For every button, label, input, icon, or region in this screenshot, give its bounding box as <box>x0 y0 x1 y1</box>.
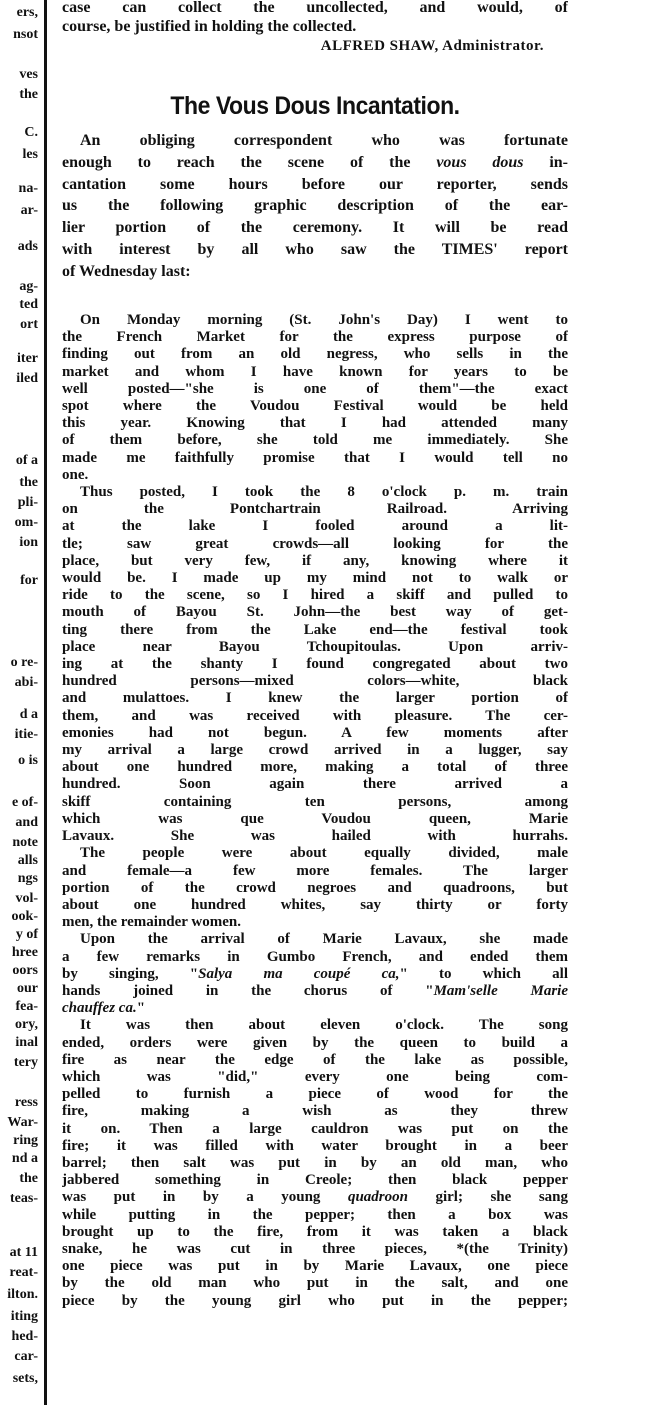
left-column-fragment: ion <box>19 535 38 550</box>
story-line <box>62 622 568 639</box>
left-column-fragment: om- <box>14 515 38 530</box>
story-line <box>62 398 568 415</box>
text-run: brought up to the fire, from it was taken a black <box>62 1223 568 1240</box>
text-run: fire, making a wish as they threw <box>62 1103 568 1120</box>
left-column-fragment: the <box>19 1171 38 1186</box>
story-line <box>62 1155 568 1172</box>
italic-text-run: quadroon <box>347 1189 408 1206</box>
text-run: cantation some hours before our reporter, sends <box>62 175 568 193</box>
intro-line <box>62 239 568 261</box>
italic-text-run: Salya ma coupé ca, <box>198 965 400 982</box>
text-run: pelled to furnish a piece of wood for the <box>62 1086 568 1103</box>
text-run: Thus posted, I took the 8 o'clock p. m. train <box>80 484 568 501</box>
text-run: ride to the scene, so I hired a skiff and pulled to <box>62 587 568 604</box>
text-run: and mulattoes. I knew the larger portion of <box>62 690 568 707</box>
story-line <box>62 1069 568 1086</box>
left-column-fragment: fea- <box>15 999 38 1014</box>
text-run: piece by the young girl who put in the pepper; <box>62 1292 568 1309</box>
left-column-fragment: C. <box>24 125 38 140</box>
text-run: emonies had not begun. A few moments after <box>62 724 568 741</box>
story-line <box>62 880 568 897</box>
left-column-fragment: and <box>15 815 38 830</box>
previous-article-line: course, be justified in holding the collected. <box>62 18 357 35</box>
story-line <box>62 312 568 329</box>
story-line <box>62 1189 568 1206</box>
text-run: and female—a few more females. The larger <box>62 862 568 879</box>
left-column-fragment: o re- <box>10 655 38 670</box>
text-run: mouth of Bayou St. John—the best way of get- <box>62 604 568 621</box>
left-column-fragment: y of <box>15 927 38 942</box>
left-column-fragment: ress <box>14 1095 38 1110</box>
story-line <box>62 536 568 553</box>
left-column-fragment: iting <box>10 1309 38 1324</box>
text-run: The people were about equally divided, male <box>80 845 568 862</box>
story-line <box>62 639 568 656</box>
story-line <box>62 949 568 966</box>
text-run: us the following graphic description of the ear- <box>62 197 568 215</box>
left-column-fragment: at 11 <box>9 1245 38 1260</box>
story-line <box>62 931 568 948</box>
text-run: one piece was put in by Marie Lavaux, one piece <box>62 1258 568 1275</box>
text-run: It was then about eleven o'clock. The song <box>80 1017 568 1034</box>
text-run: place near Bayou Tchoupitoulas. Upon arriv- <box>62 638 568 655</box>
intro-line <box>62 217 568 239</box>
story-line <box>62 346 568 363</box>
text-run: was put in by a young <box>62 1189 348 1206</box>
story-line <box>62 1121 568 1138</box>
clipped-left-column <box>0 0 40 1405</box>
left-column-fragment: our <box>17 981 38 996</box>
story-line <box>62 450 568 467</box>
article-intro <box>62 130 568 283</box>
story-line <box>62 1086 568 1103</box>
text-run: hundred. Soon again there arrived a <box>62 776 568 793</box>
left-column-fragment: for <box>20 573 38 588</box>
text-run: by singing, " <box>62 965 199 982</box>
story-line <box>62 1241 568 1258</box>
left-column-fragment: ook- <box>11 909 38 924</box>
story-line <box>62 708 568 725</box>
italic-text-run: chauffez ca. <box>62 1000 137 1017</box>
text-run: with interest by all who saw the TIMES' report <box>62 240 568 258</box>
story-line <box>62 415 568 432</box>
intro-line <box>62 261 568 283</box>
story-line <box>62 501 568 518</box>
text-run: well posted—"she is one of them"—the exact <box>62 380 568 397</box>
left-column-fragment: nsot <box>13 27 38 42</box>
left-column-fragment: ers, <box>16 5 38 20</box>
text-run: the French Market for the express purpose of <box>62 329 568 346</box>
left-column-fragment: War- <box>7 1115 38 1130</box>
previous-article-tail <box>62 0 568 36</box>
text-run: this year. Knowing that I had attended many <box>62 415 568 432</box>
story-line <box>62 1052 568 1069</box>
left-column-fragment: the <box>19 475 38 490</box>
left-column-fragment: reat- <box>9 1265 38 1280</box>
text-run: ended, orders were given by the queen to build a <box>62 1034 568 1051</box>
story-line <box>62 570 568 587</box>
left-column-fragment: ag- <box>19 279 38 294</box>
left-column-fragment: iled <box>16 371 38 386</box>
left-column-fragment: ads <box>17 239 38 254</box>
story-line <box>62 759 568 776</box>
left-column-fragment: ar- <box>20 203 38 218</box>
left-column-fragment: o is <box>18 753 38 768</box>
text-run: by the old man who put in the salt, and one <box>62 1275 568 1292</box>
text-run: enough to reach the scene of the <box>62 153 437 171</box>
story-line <box>62 1293 568 1310</box>
story-line <box>62 432 568 449</box>
text-run: them, and was received with pleasure. The cer- <box>62 707 568 724</box>
left-column-fragment: alls <box>17 853 38 868</box>
story-line <box>62 794 568 811</box>
article-title: The Vous Dous Incantation. <box>170 92 460 120</box>
story-line <box>62 364 568 381</box>
text-run: about one hundred whites, say thirty or forty <box>62 896 568 913</box>
text-run: in- <box>523 153 568 171</box>
text-run: " <box>136 1000 146 1017</box>
text-run: An obliging correspondent who was fortunate <box>80 132 568 149</box>
text-run: ting there from the Lake end—the festival took <box>62 621 568 638</box>
article-story <box>62 312 568 1310</box>
text-run: place, but very few, if any, knowing where it <box>62 552 568 569</box>
left-column-fragment: ilton. <box>7 1287 38 1302</box>
text-run: which was "did," every one being com- <box>62 1068 568 1085</box>
story-line <box>62 776 568 793</box>
text-run: fire; it was filled with water brought in a beer <box>62 1137 568 1154</box>
story-line <box>62 1000 568 1017</box>
story-line <box>62 518 568 535</box>
text-run: at the lake I fooled around a lit- <box>62 518 568 535</box>
left-column-fragment: ves <box>19 67 38 82</box>
story-line <box>62 742 568 759</box>
text-run: would be. I made up my mind not to walk or <box>62 570 568 587</box>
text-run: Upon the arrival of Marie Lavaux, she made <box>80 931 568 948</box>
text-run: ing at the shanty I found congregated about two <box>62 656 568 673</box>
left-column-fragment: pli- <box>17 495 38 510</box>
column-rule <box>44 0 47 1405</box>
story-line <box>62 467 568 484</box>
story-line <box>62 329 568 346</box>
text-run: men, the remainder women. <box>62 914 242 931</box>
left-column-fragment: e of- <box>11 795 38 810</box>
left-column-fragment: ted <box>19 297 38 312</box>
italic-text-run: Mam'selle Marie <box>433 982 568 999</box>
text-run: finding out from an old negress, who sells in the <box>62 346 568 363</box>
story-line <box>62 966 568 983</box>
story-line <box>62 604 568 621</box>
left-column-fragment: na- <box>18 181 38 196</box>
story-line <box>62 863 568 880</box>
text-run: market and whom I have known for years to be <box>62 363 568 380</box>
story-line <box>62 673 568 690</box>
text-run: while putting in the pepper; then a box was <box>62 1206 568 1223</box>
story-line <box>62 1138 568 1155</box>
story-line <box>62 690 568 707</box>
left-column-fragment: iter <box>17 351 38 366</box>
left-column-fragment: of a <box>15 453 38 468</box>
story-line <box>62 1275 568 1292</box>
story-line <box>62 845 568 862</box>
story-line <box>62 1224 568 1241</box>
text-run: of them before, she told me immediately. She <box>62 432 568 449</box>
story-line <box>62 553 568 570</box>
text-run: Lavaux. She was hailed with hurrahs. <box>62 828 568 845</box>
story-line <box>62 828 568 845</box>
left-column-fragment: itie- <box>14 727 38 742</box>
text-run: one. <box>62 466 89 483</box>
intro-line <box>62 174 568 196</box>
text-run: tle; saw great crowds—all looking for the <box>62 535 568 552</box>
intro-line <box>62 152 568 174</box>
left-column-fragment: abi- <box>14 675 38 690</box>
left-column-fragment: the <box>19 87 38 102</box>
story-line <box>62 1035 568 1052</box>
left-column-fragment: hed- <box>11 1329 38 1344</box>
left-column-fragment: nd a <box>11 1151 38 1166</box>
text-run: portion of the crowd negroes and quadroons, but <box>62 879 568 896</box>
text-run: barrel; then salt was put in by an old man, who <box>62 1154 568 1171</box>
story-line <box>62 725 568 742</box>
story-line <box>62 897 568 914</box>
story-line <box>62 484 568 501</box>
text-run: " to which all <box>399 965 568 982</box>
italic-text-run: vous dous <box>436 153 524 171</box>
text-run: fire as near the edge of the lake as possible, <box>62 1051 568 1068</box>
text-run: jabbered something in Creole; then black pepper <box>62 1172 568 1189</box>
story-line <box>62 1103 568 1120</box>
story-line <box>62 811 568 828</box>
text-run: on the Pontchartrain Railroad. Arriving <box>62 501 568 518</box>
story-line <box>62 983 568 1000</box>
left-column-fragment: note <box>12 835 38 850</box>
text-run: made me faithfully promise that I would tell no <box>62 449 568 466</box>
text-run: lier portion of the ceremony. It will be read <box>62 219 568 237</box>
left-column-fragment: car- <box>14 1349 38 1364</box>
text-run: hands joined in the chorus of " <box>62 982 434 999</box>
left-column-fragment: d a <box>19 707 38 722</box>
text-run: snake, he was cut in three pieces, *(the Trinity) <box>62 1240 568 1257</box>
text-run: a few remarks in Gumbo French, and ended them <box>62 948 568 965</box>
text-run: about one hundred more, making a total of three <box>62 759 568 776</box>
story-line <box>62 1258 568 1275</box>
text-run: On Monday morning (St. John's Day) I went to <box>80 312 568 328</box>
left-column-fragment: ngs <box>17 871 38 886</box>
story-line <box>62 381 568 398</box>
story-line <box>62 1207 568 1224</box>
left-column-fragment: teas- <box>10 1191 38 1206</box>
previous-article-line: case can collect the uncollected, and would, of <box>62 0 568 16</box>
text-run: it on. Then a large cauldron was put on the <box>62 1120 568 1137</box>
intro-line <box>62 130 568 152</box>
text-run: of Wednesday last: <box>62 262 191 280</box>
text-run: hundred persons—mixed colors—white, black <box>62 673 568 690</box>
left-column-fragment: les <box>22 147 38 162</box>
story-line <box>62 1017 568 1034</box>
left-column-fragment: hree <box>11 945 38 960</box>
text-run: skiff containing ten persons, among <box>62 793 568 810</box>
story-line <box>62 1172 568 1189</box>
story-line <box>62 587 568 604</box>
left-column-fragment: sets, <box>12 1371 38 1386</box>
left-column-fragment: ory, <box>15 1017 38 1032</box>
left-column-fragment: inal <box>15 1035 38 1050</box>
text-run: girl; she sang <box>407 1189 568 1206</box>
left-column-fragment: tery <box>13 1055 38 1070</box>
text-run: my arrival a large crowd arrived in a lugger, say <box>62 742 568 759</box>
left-column-fragment: ring <box>13 1133 38 1148</box>
main-column <box>60 0 570 1405</box>
story-line <box>62 914 568 931</box>
previous-article-signature: ALFRED SHAW, Administrator. <box>320 38 544 54</box>
story-line <box>62 656 568 673</box>
left-column-fragment: vol- <box>15 891 38 906</box>
intro-line <box>62 195 568 217</box>
left-column-fragment: ort <box>20 317 38 332</box>
text-run: spot where the Voudou Festival would be held <box>62 398 568 415</box>
text-run: which was que Voudou queen, Marie <box>62 810 568 827</box>
left-column-fragment: oors <box>12 963 38 978</box>
